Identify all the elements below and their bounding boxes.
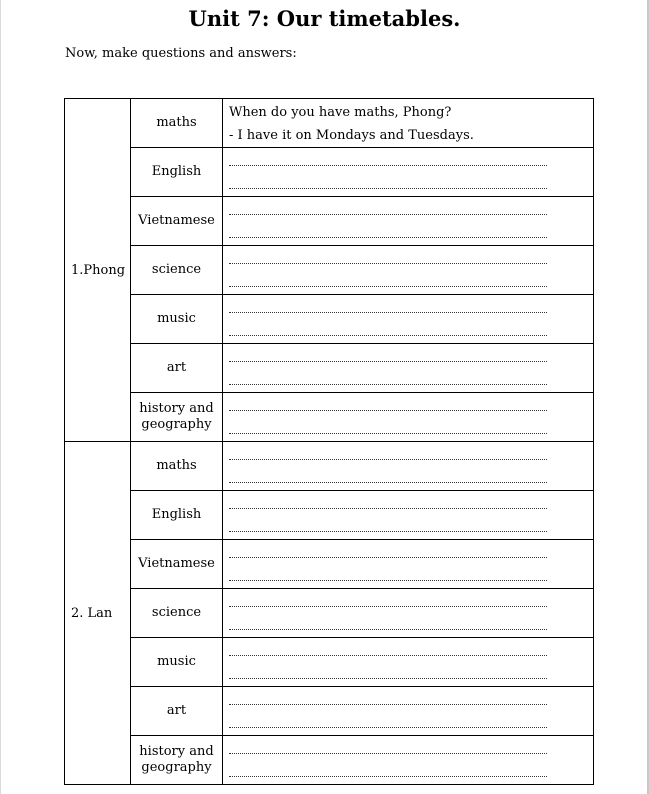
instruction-text: Now, make questions and answers: <box>65 46 297 61</box>
answer-blank-line[interactable] <box>229 712 593 735</box>
answer-blank-line[interactable] <box>229 346 593 369</box>
answer-cell <box>223 148 594 197</box>
table-row <box>65 246 594 295</box>
table-row <box>65 540 594 589</box>
answer-cell <box>223 442 594 491</box>
subject-cell: music <box>131 638 223 687</box>
answer-blank-line[interactable] <box>229 663 593 686</box>
subject-cell: art <box>131 344 223 393</box>
answer-blank-line[interactable] <box>229 738 593 761</box>
answer-blank-line[interactable] <box>229 150 593 173</box>
subject-cell: science <box>131 589 223 638</box>
answer-blank-line[interactable] <box>229 591 593 614</box>
subject-cell: history and geography <box>131 393 223 442</box>
subject-cell: history and geography <box>131 736 223 785</box>
answer-blank-line[interactable] <box>229 761 593 784</box>
table-row <box>65 344 594 393</box>
table-row <box>65 99 594 148</box>
answer-cell <box>223 736 594 785</box>
subject-cell: music <box>131 295 223 344</box>
answer-cell <box>223 589 594 638</box>
example-question: When do you have maths, Phong? <box>229 105 452 120</box>
answer-cell <box>223 687 594 736</box>
answer-blank-line[interactable] <box>229 173 593 196</box>
answer-blank-line[interactable] <box>229 516 593 539</box>
table-row <box>65 491 594 540</box>
answer-blank-line[interactable] <box>229 542 593 565</box>
answer-blank-line[interactable] <box>229 418 593 441</box>
answer-blank-line[interactable] <box>229 297 593 320</box>
answer-cell <box>223 540 594 589</box>
answer-cell <box>223 491 594 540</box>
answer-blank-line[interactable] <box>229 222 593 245</box>
table-row <box>65 393 594 442</box>
answer-blank-line[interactable] <box>229 565 593 588</box>
worksheet-title: Unit 7: Our timetables. <box>188 6 461 31</box>
subject-cell: English <box>131 148 223 197</box>
subject-cell: Vietnamese <box>131 540 223 589</box>
answer-blank-line[interactable] <box>229 369 593 392</box>
answer-blank-line[interactable] <box>229 320 593 343</box>
table-row <box>65 148 594 197</box>
student-name-cell: 1.Phong <box>65 99 131 442</box>
answer-blank-line[interactable] <box>229 395 593 418</box>
subject-cell: maths <box>131 442 223 491</box>
answer-blank-line[interactable] <box>229 614 593 637</box>
subject-cell: art <box>131 687 223 736</box>
answer-blank-line[interactable] <box>229 689 593 712</box>
table-row <box>65 687 594 736</box>
answer-cell <box>223 638 594 687</box>
table-row <box>65 736 594 785</box>
table-row <box>65 638 594 687</box>
page-edge-left <box>0 0 1 794</box>
table-row <box>65 589 594 638</box>
student-name-cell: 2. Lan <box>65 442 131 785</box>
answer-blank-line[interactable] <box>229 248 593 271</box>
answer-blank-line[interactable] <box>229 467 593 490</box>
answer-cell <box>223 393 594 442</box>
answer-cell <box>223 246 594 295</box>
answer-blank-line[interactable] <box>229 444 593 467</box>
answer-blank-line[interactable] <box>229 199 593 222</box>
subject-cell: English <box>131 491 223 540</box>
answer-blank-line[interactable] <box>229 640 593 663</box>
table-row <box>65 295 594 344</box>
answer-blank-line[interactable] <box>229 493 593 516</box>
subject-cell: maths <box>131 99 223 148</box>
timetable-exercise-table <box>64 98 594 785</box>
table-row <box>65 197 594 246</box>
answer-cell <box>223 197 594 246</box>
subject-cell: Vietnamese <box>131 197 223 246</box>
answer-blank-line[interactable] <box>229 271 593 294</box>
table-row <box>65 442 594 491</box>
answer-cell <box>223 295 594 344</box>
answer-cell <box>223 344 594 393</box>
example-answer: - I have it on Mondays and Tuesdays. <box>229 128 474 143</box>
answer-cell <box>223 99 594 148</box>
subject-cell: science <box>131 246 223 295</box>
